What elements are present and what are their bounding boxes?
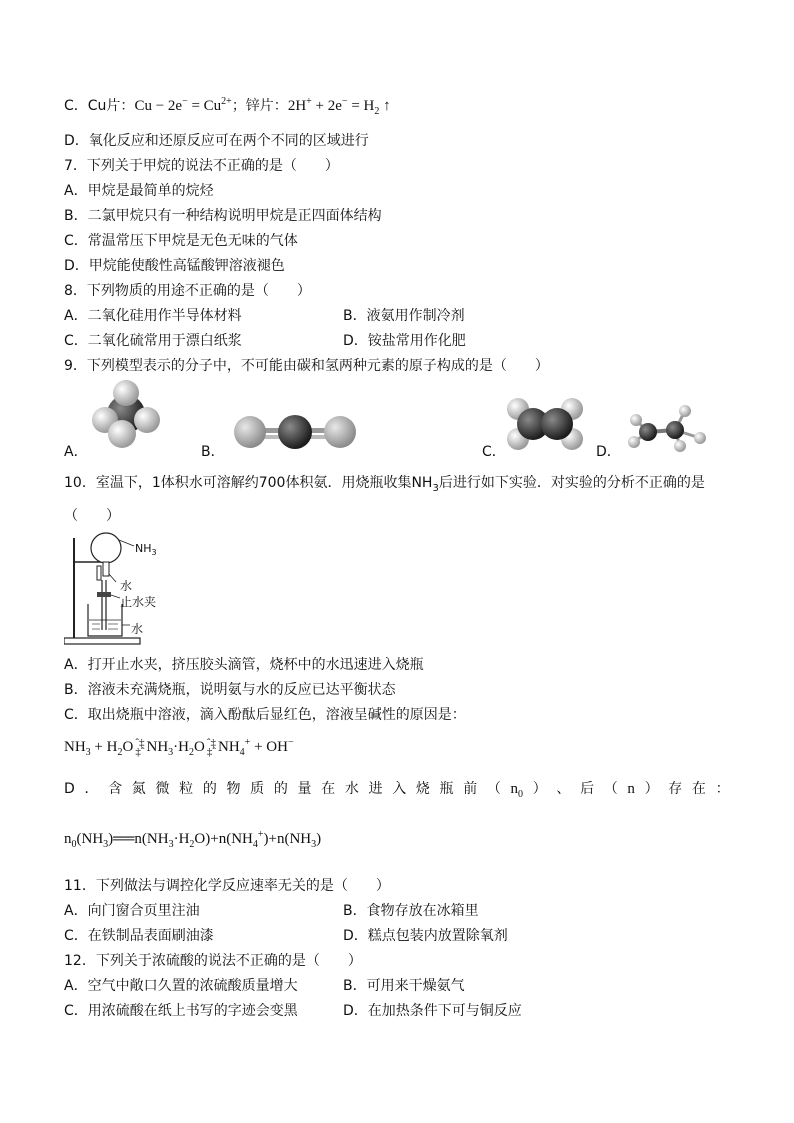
q10d-char: 粒 (179, 781, 194, 797)
q10d-char: n (510, 781, 519, 797)
q10-stem: 10．室温下，1体积水可溶解约700体积氨．用烧瓶收集$NH_3$后进行如下实验．对实验的分析不正确的是 (64, 475, 705, 494)
reversible-arrow-icon: ˆ‡ ‡ˆ (135, 736, 145, 758)
q10-stem-text: 10．室温下，1体积水可溶解约700体积氨．用烧瓶收集NH (64, 475, 433, 491)
q6c-zinc-label: ；锌片： (231, 98, 288, 114)
q10d-char: 在 (691, 781, 706, 797)
q10-apparatus-diagram (64, 530, 174, 648)
q12-option-b: B．可用来干燥氨气 (343, 978, 465, 994)
q10d-char: 烧 (415, 781, 430, 797)
q10d-char: 的 (202, 781, 217, 797)
reversible-arrow-icon: ˆ‡ ‡ˆ (206, 736, 216, 758)
q6c-zn-equation: $2H^+ + 2e^- = H_2$ ↑ (287, 96, 391, 117)
q10d-char: 后 (580, 781, 595, 797)
q10-stem-tail: 后进行如下实验．对实验的分析不正确的是 (438, 475, 705, 491)
q9-option-c-label: C． (482, 444, 506, 460)
q10d-char: 瓶 (439, 781, 454, 797)
q11-option-d: D．糕点包装内放置除氧剂 (343, 928, 508, 944)
q10d-char: 的 (273, 781, 288, 797)
q10-paren: （ ） (64, 508, 120, 524)
q7-option-b: B．二氯甲烷只有一种结构说明甲烷是正四面体结构 (64, 208, 382, 224)
q9-model-c-ethylene (502, 395, 588, 453)
q10-option-d-text (64, 780, 730, 798)
q10d-char: n (627, 781, 635, 797)
q10d-char: 氮 (131, 781, 146, 797)
q7-option-c: C．常温常压下甲烷是无色无味的气体 (64, 233, 298, 249)
q7-stem: 7．下列关于甲烷的说法不正确的是（ ） (64, 158, 339, 174)
q10d-char: D (64, 781, 75, 797)
q10-option-d-equation: $n_0(NH_3)══n(NH_3\cdot H_2O)+n(NH_4^+)+n(NH_3)$ (64, 829, 322, 850)
q12-stem: 12．下列关于浓硫酸的说法不正确的是（ ） (64, 953, 362, 969)
q9-stem: 9．下列模型表示的分子中，不可能由碳和氢两种元素的原子构成的是（ ） (64, 358, 549, 374)
q6c-cu-equation: $Cu - 2e^- = Cu^{2+}$ (134, 96, 232, 114)
q10d-char: 水 (344, 781, 359, 797)
q8-option-a: A．二氧化硅用作半导体材料 (64, 308, 242, 324)
q9-option-b-label: B． (201, 444, 225, 460)
q10d-char: 存 (668, 781, 683, 797)
apparatus-label-water-beaker: 水 (131, 622, 144, 636)
apparatus-label-clamp: 止水夹 (120, 595, 157, 609)
q11-option-b: B．食物存放在冰箱里 (343, 903, 479, 919)
q12-option-a: A．空气中敞口久置的浓硫酸质量增大 (64, 978, 298, 994)
q10d-char: （ (603, 781, 618, 797)
q10d-char: 微 (155, 781, 170, 797)
q10d-char: 进 (368, 781, 383, 797)
q10d-char: ： (715, 781, 730, 797)
q10d-char: （ (486, 781, 501, 797)
q10d-char: 物 (226, 781, 241, 797)
q10d-n0: $n_0$ (510, 781, 524, 800)
q10d-char: 前 (463, 781, 478, 797)
q6c-label: C．Cu片： (64, 98, 135, 114)
q10-option-c: C．取出烧瓶中溶液，滴入酚酞后显红色，溶液呈碱性的原因是： (64, 707, 466, 723)
apparatus-label-nh3: $NH_3$ (135, 542, 157, 558)
q9-model-b-cs2-like (228, 410, 362, 454)
q8-option-b: B．液氨用作制冷剂 (343, 308, 465, 324)
q10d-char: 入 (392, 781, 407, 797)
q10d-char: 含 (108, 781, 123, 797)
q10d-char: ） (532, 781, 547, 797)
q10d-char: ） (644, 781, 659, 797)
q6-option-c (64, 97, 391, 115)
q10d-char: 在 (321, 781, 336, 797)
q11-stem: 11．下列做法与调控化学反应速率无关的是（ ） (64, 878, 390, 894)
q10d-char: ． (84, 781, 99, 797)
q10-option-c-equation: $NH_3 + H_2O$ ˆ‡ ‡ˆ $NH_3\cdot H_2O$ ˆ‡ ‡ˆ $NH_4^+ + OH^-$ (64, 736, 294, 758)
q9-model-d-ball-stick (620, 400, 710, 454)
q10-option-b: B．溶液未充满烧瓶，说明氨与水的反应已达平衡状态 (64, 682, 396, 698)
q9-model-a-methane (86, 378, 166, 450)
q11-option-a: A．向门窗合页里注油 (64, 903, 200, 919)
q11-option-c: C．在铁制品表面刷油漆 (64, 928, 214, 944)
q12-option-d: D．在加热条件下可与铜反应 (343, 1003, 522, 1019)
q7-option-a: A．甲烷是最简单的烷烃 (64, 183, 214, 199)
q8-option-c: C．二氧化硫常用于漂白纸浆 (64, 333, 242, 349)
q9-option-d-label: D． (596, 444, 621, 460)
q8-option-d: D．铵盐常用作化肥 (343, 333, 466, 349)
q12-option-c: C．用浓硫酸在纸上书写的字迹会变黑 (64, 1003, 298, 1019)
q6-option-d: D．氧化反应和还原反应可在两个不同的区域进行 (64, 133, 369, 149)
q10d-char: 量 (297, 781, 312, 797)
apparatus-label-water-top: 水 (120, 579, 133, 593)
q8-stem: 8．下列物质的用途不正确的是（ ） (64, 283, 311, 299)
q7-option-d: D．甲烷能使酸性高锰酸钾溶液褪色 (64, 258, 285, 274)
q10d-char: 质 (250, 781, 265, 797)
q10d-char: 、 (556, 781, 571, 797)
q10-option-a: A．打开止水夹，挤压胶头滴管，烧杯中的水迅速进入烧瓶 (64, 657, 424, 673)
q9-option-a-label: A． (64, 444, 88, 460)
apparatus-label-nh3-text: NH (135, 542, 152, 555)
